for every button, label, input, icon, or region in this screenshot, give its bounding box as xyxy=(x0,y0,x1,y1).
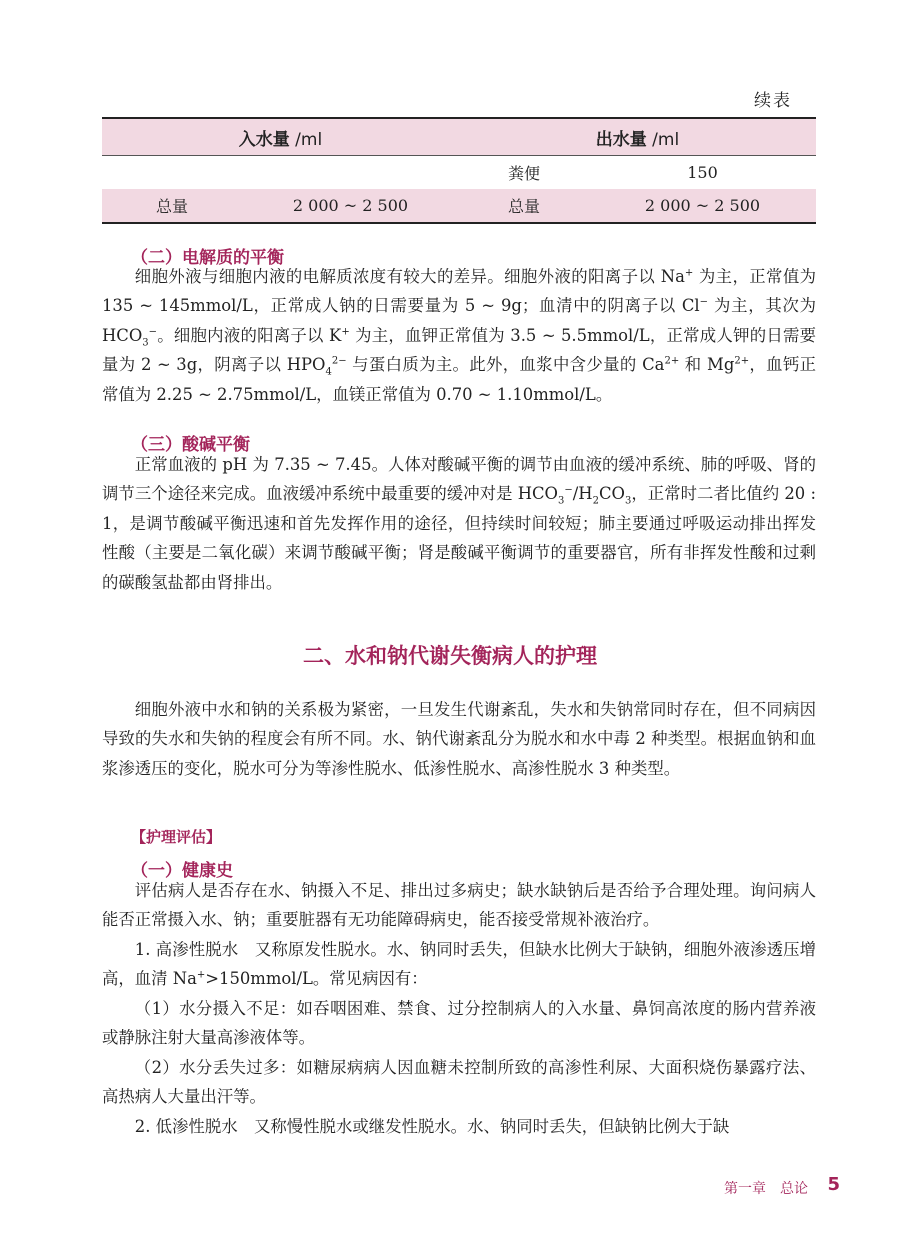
out-total-label: 总量 xyxy=(459,189,589,223)
page-number: 5 xyxy=(827,1174,840,1195)
in-total-label: 总量 xyxy=(102,189,242,223)
heading-health-history: （一）健康史 xyxy=(131,861,233,881)
in-total-value: 2 000 ~ 2 500 xyxy=(242,189,459,223)
paragraph-acid-base: 正常血液的 pH 为 7.35 ~ 7.45。人体对酸碱平衡的调节由血液的缓冲系统、肺的呼吸、肾的调节三个途径来完成。血液缓冲系统中最重要的缓冲对是 $HCO_3^-/H_2CO_3$，正常时二者比值约 20 : 1，是调节酸碱平衡迅速和首先发挥作用的途径，但持续时间较短；肺主要通过呼吸运动排出挥发性酸（主要是二氧化碳）来调节酸碱平衡；肾是酸碱平衡调节的重要器官，所有非挥发性酸和过剩的碳酸氢盐都由肾排出。 xyxy=(102,455,816,592)
out-item-feces: 粪便 xyxy=(507,164,540,183)
table-header-row xyxy=(102,118,816,156)
tag-nursing-assessment: 【护理评估】 xyxy=(131,828,222,846)
heading-acid-base-balance: （三）酸碱平衡 xyxy=(131,435,250,455)
paragraph-hypertonic-dehydration: 1. 高渗性脱水 又称原发性脱水。水、钠同时丢失，但缺水比例大于缺钠，细胞外液渗透压增高，血清 Na+>150mmol/L。常见病因有： xyxy=(102,940,816,989)
table-row-total xyxy=(102,189,816,223)
out-total-value: 2 000 ~ 2 500 xyxy=(589,189,816,223)
paragraph-health-history: 评估病人是否存在水、钠摄入不足、排出过多病史；缺水缺钠后是否给予合理处理。询问病人能否正常摄入水、钠；重要脏器有无功能障碍病史，能否接受常规补液治疗。 xyxy=(102,881,816,930)
header-water-in: 入水量 /ml xyxy=(102,118,459,156)
table-continued-label: 续表 xyxy=(754,91,792,111)
paragraph-cause-loss: （2）水分丢失过多：如糖尿病病人因血糖未控制所致的高渗性利尿、大面积烧伤暴露疗法、高热病人大量出汗等。 xyxy=(102,1058,816,1107)
heading-electrolyte-balance: （二）电解质的平衡 xyxy=(131,248,284,268)
section-heading-water-sodium: 二、水和钠代谢失衡病人的护理 xyxy=(303,644,597,668)
paragraph-cause-intake: （1）水分摄入不足：如吞咽困难、禁食、过分控制病人的入水量、鼻饲高浓度的肠内营养液或静脉注射大量高渗液体等。 xyxy=(102,999,816,1048)
paragraph-intro: 细胞外液中水和钠的关系极为紧密，一旦发生代谢紊乱，失水和失钠常同时存在，但不同病因导致的失水和失钠的程度会有所不同。水、钠代谢紊乱分为脱水和水中毒 2 种类型。根据血钠和血浆渗透压的变化，脱水可分为等渗性脱水、低渗性脱水、高渗性脱水 3 种类型。 xyxy=(102,700,816,778)
table-row xyxy=(102,156,816,190)
footer-chapter-label: 第一章 总论 xyxy=(724,1181,808,1197)
paragraph-hypotonic-dehydration: 2. 低渗性脱水 又称慢性脱水或继发性脱水。水、钠同时丢失，但缺钠比例大于缺 xyxy=(134,1117,730,1136)
header-water-out: 出水量 /ml xyxy=(459,118,816,156)
paragraph-electrolyte: 细胞外液与细胞内液的电解质浓度有较大的差异。细胞外液的阳离子以 Na+ 为主，正常值为 135 ~ 145mmol/L，正常成人钠的日需要量为 5 ~ 9g；血清中的阴离子以 Cl− 为主，其次为 $HCO_3^-$。细胞内液的阳离子以 K+ 为主，血钾正常值为 3.5 ~ 5.5mmol/L，正常成人钾的日需要量为 2 ~ 3g，阴离子以 $HPO_4^{2-}$ 与蛋白质为主。此外，血浆中含少量的 $Ca^{2+}$ 和 $Mg^{2+}$，血钙正常值为 2.25 ~ 2.75mmol/L，血镁正常值为 0.70 ~ 1.10mmol/L。 xyxy=(102,267,817,404)
out-value-feces: 150 xyxy=(687,163,718,182)
water-balance-table xyxy=(102,117,816,224)
